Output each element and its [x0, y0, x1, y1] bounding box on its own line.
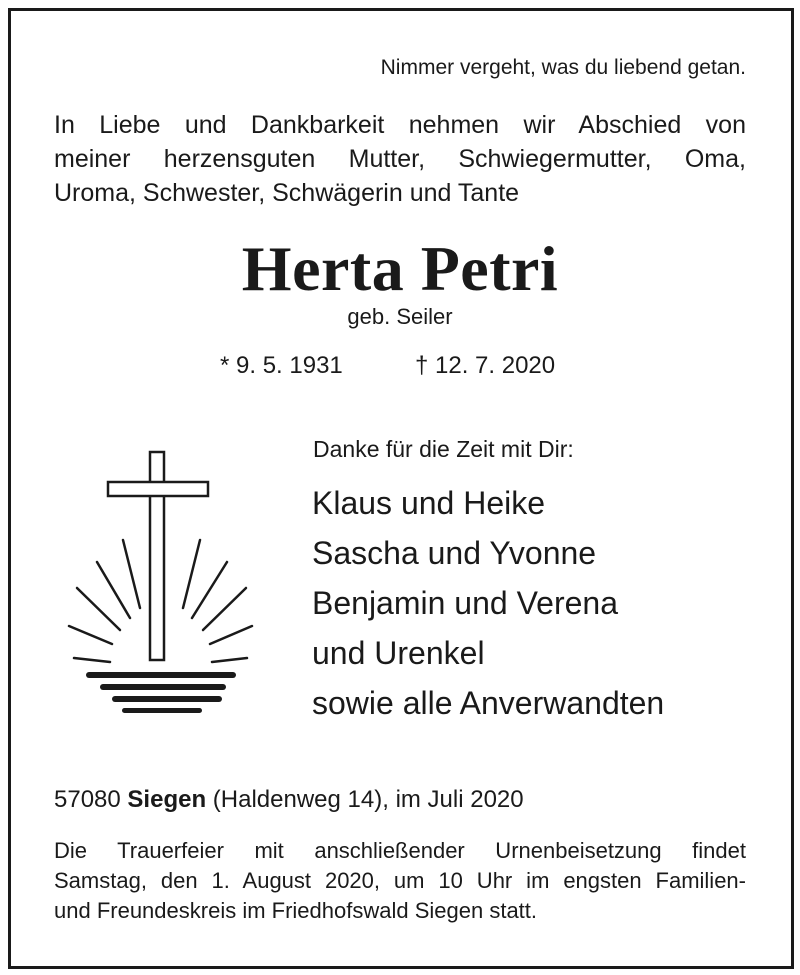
- family-member: Sascha und Yvonne: [312, 535, 597, 571]
- family-member: Benjamin und Verena: [312, 585, 618, 621]
- maiden-name: geb. Seiler: [347, 304, 453, 329]
- city: Siegen: [127, 786, 207, 813]
- service-line: Die Trauerfeier mit anschließender Urnenbeisetzung findet: [54, 838, 746, 863]
- postcode: 57080: [54, 786, 121, 813]
- place-date-line: [54, 786, 524, 814]
- thanks-heading: Danke für die Zeit mit Dir:: [313, 436, 574, 462]
- birth-date: * 9. 5. 1931: [220, 352, 343, 379]
- family-list: [312, 478, 664, 728]
- intro-line: meiner herzensguten Mutter, Schwiegermutter, Oma,: [54, 145, 746, 173]
- service-line: Samstag, den 1. August 2020, um 10 Uhr im engsten Familien-: [54, 868, 746, 893]
- death-date: † 12. 7. 2020: [415, 352, 556, 379]
- family-member: sowie alle Anverwandten: [312, 685, 665, 721]
- intro-text: [54, 108, 746, 210]
- service-line: und Freundeskreis im Friedhofswald Siegen statt.: [54, 898, 538, 923]
- intro-line: In Liebe und Dankbarkeit nehmen wir Abschied von: [54, 111, 746, 139]
- motto-text: Nimmer vergeht, was du liebend getan.: [380, 56, 746, 79]
- service-info: [54, 836, 746, 926]
- family-member: Klaus und Heike: [312, 485, 546, 521]
- cross-sunrise-icon: [60, 440, 270, 720]
- address-date: (Haldenweg 14), im Juli 2020: [212, 786, 524, 813]
- intro-line: Uroma, Schwester, Schwägerin und Tante: [54, 179, 520, 207]
- family-member: und Urenkel: [312, 635, 485, 671]
- deceased-name: Herta Petri: [241, 233, 559, 304]
